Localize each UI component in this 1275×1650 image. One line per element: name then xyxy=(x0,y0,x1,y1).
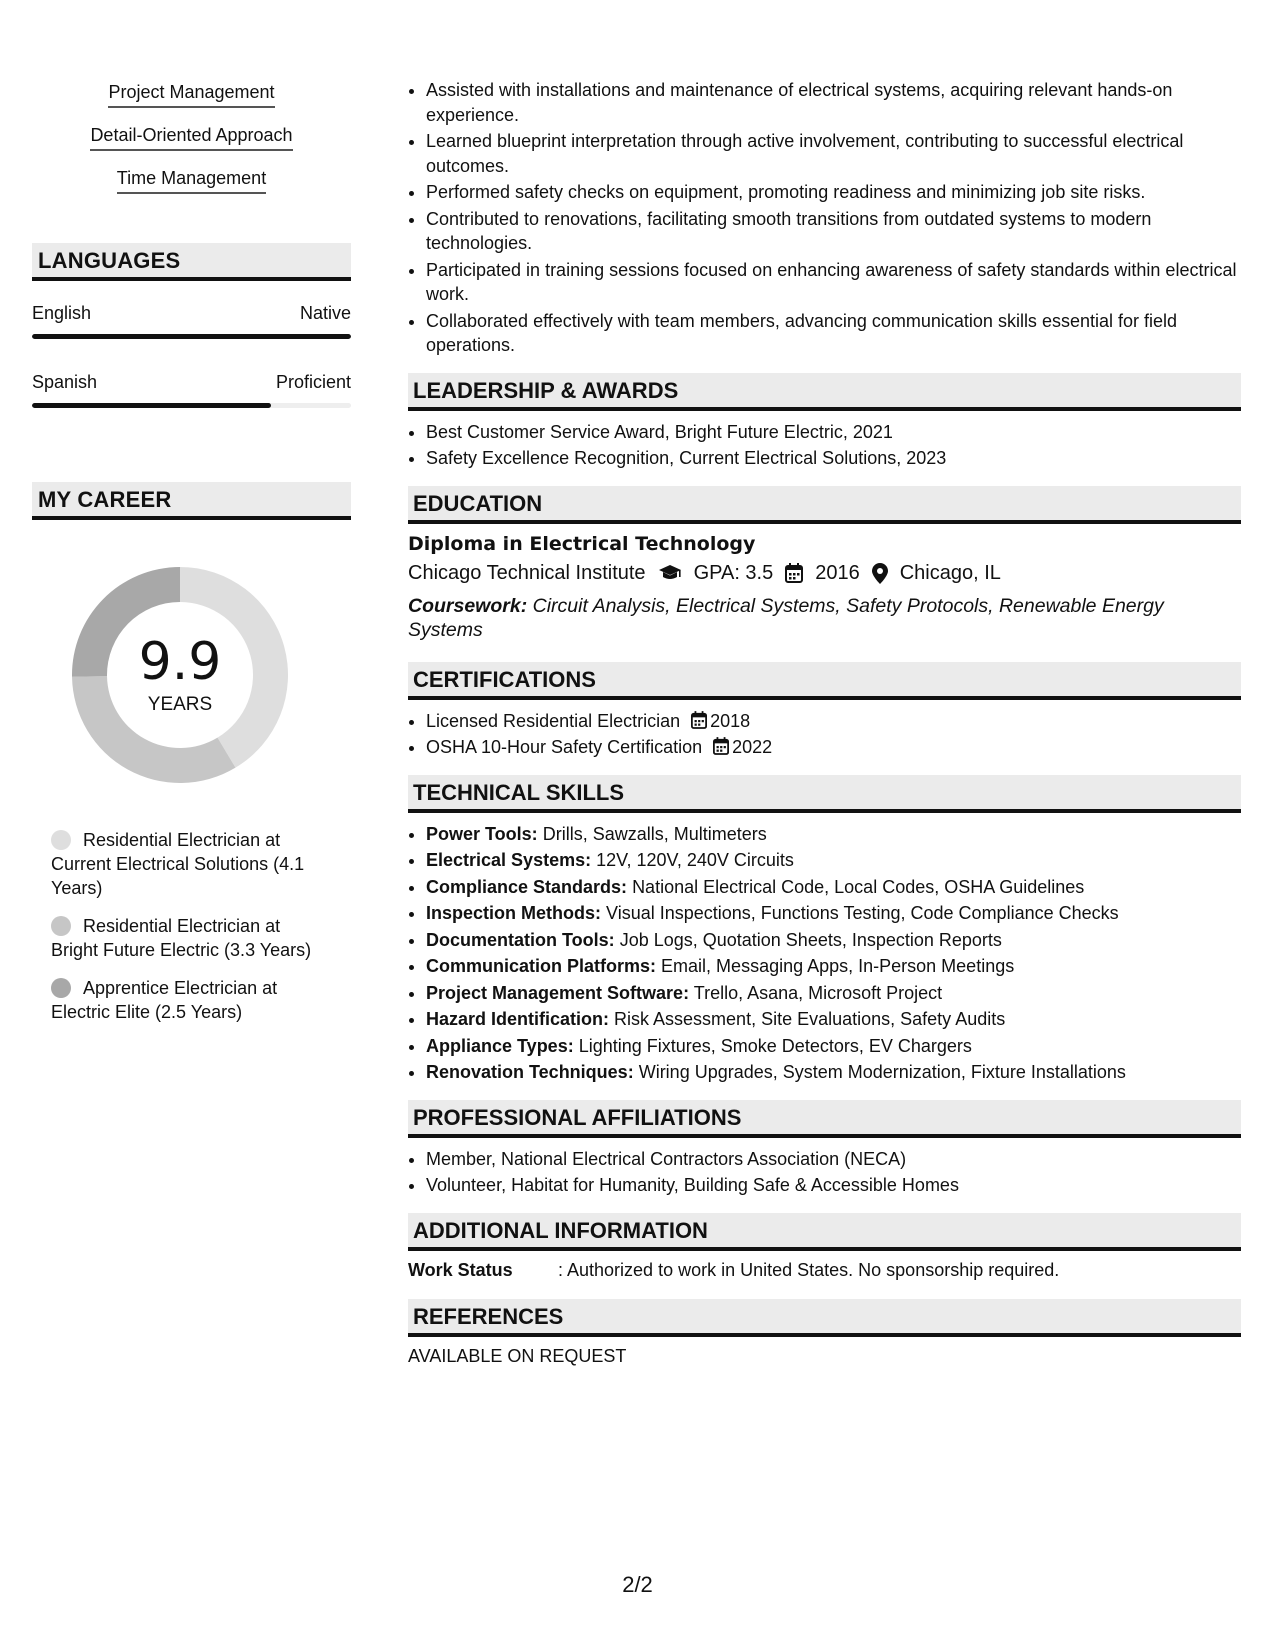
certification-year: 2022 xyxy=(732,737,773,757)
technical-skill-label: Documentation Tools: xyxy=(426,929,615,950)
certification-name: Licensed Residential Electrician xyxy=(426,710,681,731)
work-status-value: : Authorized to work in United States. No sponsorship required. xyxy=(558,1259,1060,1280)
experience-bullet: • Participated in training sessions focused on enhancing awareness of safety standards within electrical work. xyxy=(426,258,1241,307)
language-bar-fill xyxy=(32,334,351,339)
technical-skill-value: Lighting Fixtures, Smoke Detectors, EV Chargers xyxy=(578,1035,972,1056)
affiliations-heading: PROFESSIONAL AFFILIATIONS xyxy=(408,1100,1241,1138)
technical-skill-value: Risk Assessment, Site Evaluations, Safety Audits xyxy=(614,1009,1006,1029)
experience-bullet: • Assisted with installations and maintenance of electrical systems, acquiring relevant hands-on experience. xyxy=(426,78,1241,127)
language-level: Native xyxy=(299,303,351,323)
technical-skill-label: Appliance Types: xyxy=(426,1035,574,1056)
leadership-item: • Safety Excellence Recognition, Current Electrical Solutions, 2023 xyxy=(426,446,1241,471)
certification-item xyxy=(426,709,1241,734)
language-name: Spanish xyxy=(32,372,98,392)
page-number: 2/2 xyxy=(622,1572,653,1597)
education-year: 2016 xyxy=(815,561,860,584)
technical-skills-list xyxy=(408,822,1241,1085)
career-legend xyxy=(32,828,351,1024)
technical-skill-item xyxy=(426,1007,1241,1032)
skills-list xyxy=(32,82,351,211)
certifications-heading: CERTIFICATIONS xyxy=(408,662,1241,700)
technical-skill-item xyxy=(426,928,1241,953)
main-content xyxy=(408,78,1241,1367)
calendar-icon xyxy=(785,563,803,583)
career-legend-text: Residential Electrician at Current Electrical Solutions (4.1 Years) xyxy=(51,830,305,898)
technical-skill-label: Inspection Methods: xyxy=(426,903,601,923)
references-text: AVAILABLE ON REQUEST xyxy=(408,1345,627,1366)
language-item xyxy=(32,303,351,339)
technical-skill-value: Drills, Sawzalls, Multimeters xyxy=(542,823,767,844)
leadership-item: • Best Customer Service Award, Bright Future Electric, 2021 xyxy=(426,420,1241,445)
experience-bullet: • Collaborated effectively with team members, advancing communication skills essential for field operations. xyxy=(426,309,1241,358)
technical-skill-value: Job Logs, Quotation Sheets, Inspection Reports xyxy=(619,929,1002,950)
technical-skill-item xyxy=(426,848,1241,873)
education-degree: Diploma in Electrical Technology xyxy=(408,532,756,555)
technical-skill-value: 12V, 120V, 240V Circuits xyxy=(596,850,794,870)
experience-bullets xyxy=(408,78,1241,358)
career-legend-item xyxy=(51,828,331,900)
technical-skill-item xyxy=(426,901,1241,926)
affiliations-list xyxy=(408,1147,1241,1198)
education-gpa: GPA: 3.5 xyxy=(693,561,774,584)
location-pin-icon xyxy=(872,563,888,584)
technical-skill-item xyxy=(426,1034,1241,1059)
technical-skill-label: Renovation Techniques: xyxy=(426,1062,634,1082)
coursework-text: Circuit Analysis, Electrical Systems, Safety Protocols, Renewable Energy Systems xyxy=(408,594,1164,641)
career-donut-chart xyxy=(65,560,295,790)
sidebar xyxy=(32,82,351,1038)
certifications-list xyxy=(408,709,1241,760)
work-status-label: Work Status xyxy=(408,1259,513,1280)
additional-info-heading: ADDITIONAL INFORMATION xyxy=(408,1213,1241,1251)
technical-skill-value: Trello, Asana, Microsoft Project xyxy=(693,982,943,1003)
language-bar-fill xyxy=(32,403,271,408)
certification-name: OSHA 10-Hour Safety Certification xyxy=(426,737,703,757)
legend-dot xyxy=(51,916,71,936)
experience-bullet: • Learned blueprint interpretation through active involvement, contributing to successful electrical outcomes. xyxy=(426,129,1241,178)
technical-skill-label: Power Tools: xyxy=(426,823,538,844)
education-heading: EDUCATION xyxy=(408,486,1241,524)
technical-skill-item xyxy=(426,981,1241,1006)
calendar-icon xyxy=(713,737,729,755)
affiliation-item: • Member, National Electrical Contractors Association (NECA) xyxy=(426,1147,1241,1172)
leadership-list xyxy=(408,420,1241,471)
career-total-unit: YEARS xyxy=(147,694,213,715)
certification-year: 2018 xyxy=(710,710,751,731)
technical-skill-item xyxy=(426,875,1241,900)
technical-skill-label: Compliance Standards: xyxy=(426,876,628,897)
language-item xyxy=(32,372,351,408)
education-meta xyxy=(408,562,1241,585)
technical-skill-value: Email, Messaging Apps, In-Person Meetings xyxy=(661,956,1015,976)
career-legend-item xyxy=(51,914,331,962)
technical-skill-value: Wiring Upgrades, System Modernization, Fixture Installations xyxy=(638,1062,1126,1082)
career-legend-text: Residential Electrician at Bright Future Electric (3.3 Years) xyxy=(51,916,312,960)
graduation-cap-icon xyxy=(658,564,682,582)
technical-skill-label: Electrical Systems: xyxy=(426,850,592,870)
education-location: Chicago, IL xyxy=(899,561,1001,584)
legend-dot xyxy=(51,978,71,998)
references-heading: REFERENCES xyxy=(408,1299,1241,1337)
technical-skill-item xyxy=(426,954,1241,979)
languages-heading: LANGUAGES xyxy=(32,243,351,281)
calendar-icon xyxy=(691,711,707,729)
technical-skill-item xyxy=(426,1060,1241,1085)
skill-item: Project Management xyxy=(108,82,274,108)
career-legend-item xyxy=(51,976,331,1024)
skill-item: Detail-Oriented Approach xyxy=(90,125,292,151)
experience-bullet: • Contributed to renovations, facilitating smooth transitions from outdated systems to modern technologies. xyxy=(426,207,1241,256)
technical-skill-label: Communication Platforms: xyxy=(426,956,657,976)
career-legend-text: Apprentice Electrician at Electric Elite (2.5 Years) xyxy=(51,978,278,1022)
career-total-years: 9.9 xyxy=(138,632,222,692)
work-status-row xyxy=(408,1260,1241,1281)
technical-skill-label: Hazard Identification: xyxy=(426,1009,610,1029)
technical-skill-item xyxy=(426,822,1241,847)
career-heading: MY CAREER xyxy=(32,482,351,520)
language-bar xyxy=(32,334,351,339)
language-bar xyxy=(32,403,351,408)
technical-skills-heading: TECHNICAL SKILLS xyxy=(408,775,1241,813)
technical-skill-value: National Electrical Code, Local Codes, OSHA Guidelines xyxy=(632,876,1085,897)
language-name: English xyxy=(32,303,92,323)
experience-bullet: • Performed safety checks on equipment, promoting readiness and minimizing job site risks. xyxy=(426,180,1241,205)
leadership-heading: LEADERSHIP & AWARDS xyxy=(408,373,1241,411)
technical-skill-label: Project Management Software: xyxy=(426,982,690,1003)
education-coursework xyxy=(408,594,1241,642)
legend-dot xyxy=(51,830,71,850)
affiliation-item: • Volunteer, Habitat for Humanity, Building Safe & Accessible Homes xyxy=(426,1173,1241,1198)
education-entry xyxy=(408,533,1241,642)
coursework-label: Coursework: xyxy=(408,594,528,617)
skill-item: Time Management xyxy=(117,168,266,194)
education-school: Chicago Technical Institute xyxy=(408,561,646,584)
certification-item xyxy=(426,735,1241,760)
language-level: Proficient xyxy=(275,372,351,392)
technical-skill-value: Visual Inspections, Functions Testing, Code Compliance Checks xyxy=(606,903,1119,923)
